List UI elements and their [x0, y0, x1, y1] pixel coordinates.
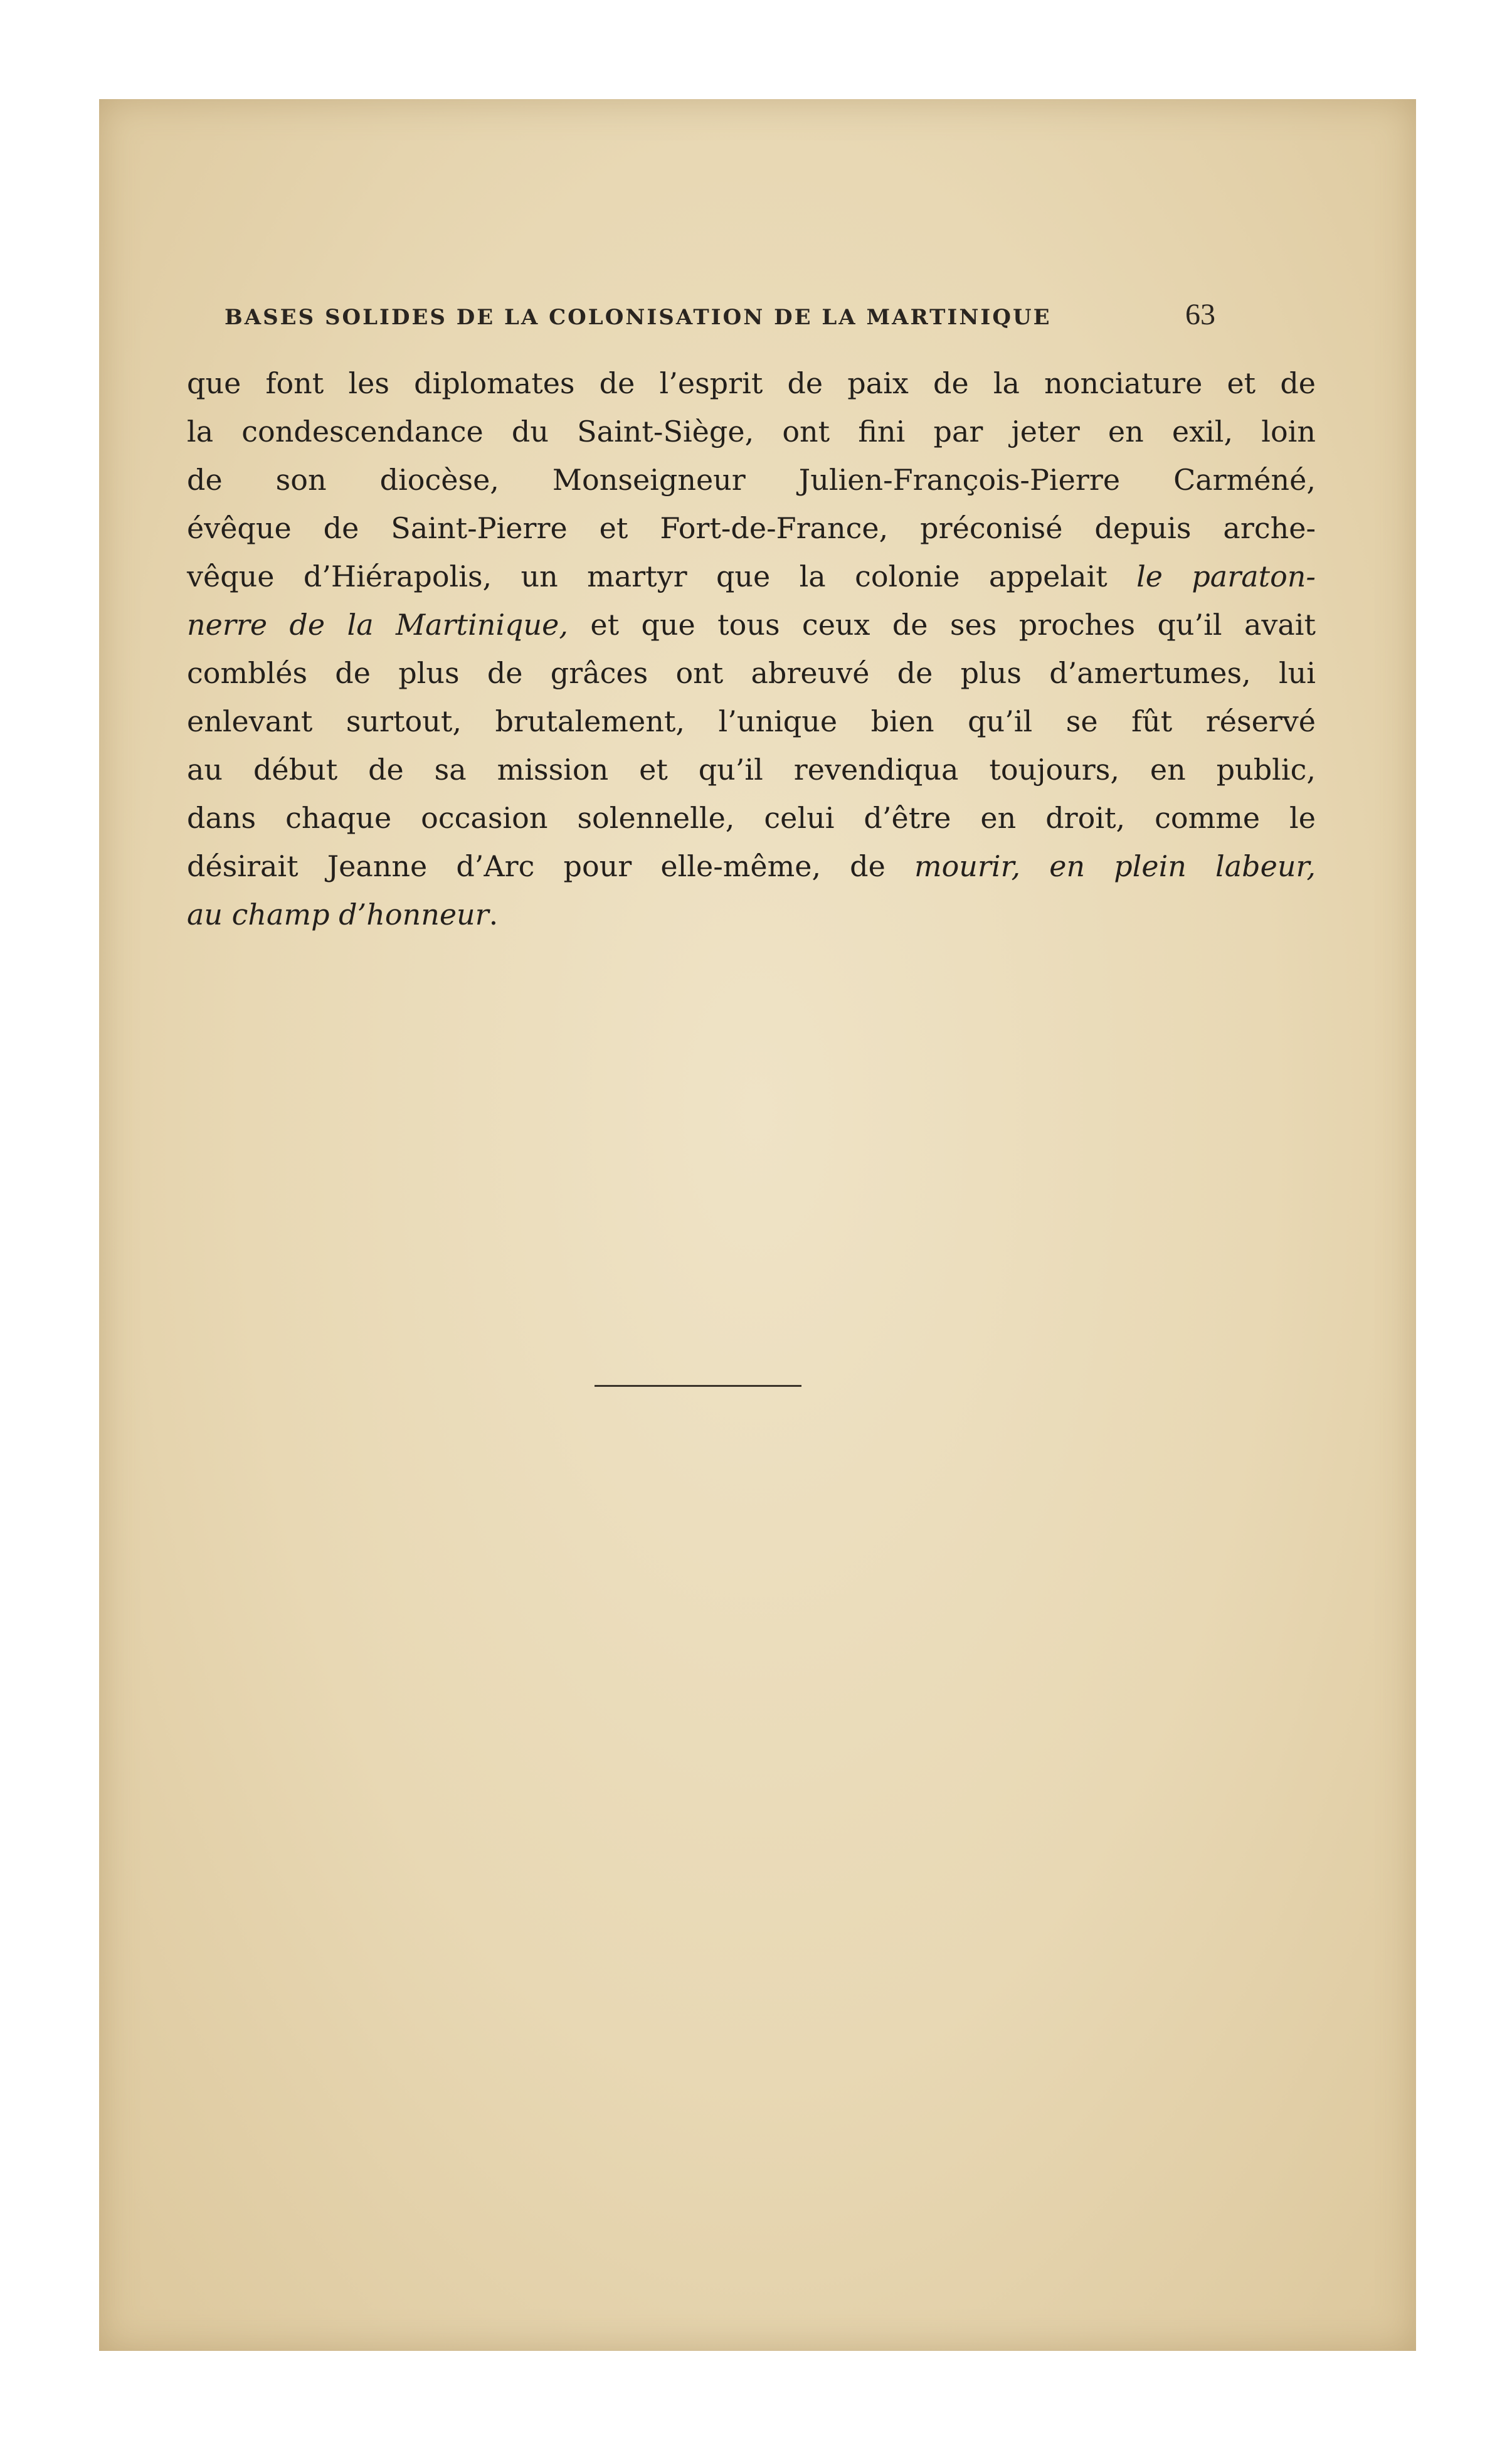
running-title: BASES SOLIDES DE LA COLONISATION DE LA MARTINIQUE: [225, 305, 1052, 330]
text-line: enlevant surtout, brutalement, l’unique bien qu’il se fût réservé: [187, 704, 1316, 738]
text-line: nerre de la Martinique, et que tous ceux de ses proches qu’il avait: [187, 608, 1316, 642]
italic-text: nerre de la Martinique,: [187, 608, 568, 642]
book-page: [99, 99, 1416, 2351]
text-line: vêque d’Hiérapolis, un martyr que la colonie appelait le paraton-: [187, 559, 1316, 593]
italic-text: mourir, en plein labeur,: [914, 849, 1316, 883]
text-line: de son diocèse, Monseigneur Julien-François-Pierre Carméné,: [187, 463, 1316, 497]
section-rule: [595, 1385, 801, 1387]
text-line: dans chaque occasion solennelle, celui d’être en droit, comme le: [187, 801, 1316, 835]
italic-text: au champ d’honneur: [187, 898, 489, 931]
page-number: 63: [1185, 298, 1215, 331]
italic-text: le paraton-: [1136, 559, 1316, 593]
text-line: au champ d’honneur.: [187, 898, 499, 931]
text-line: au début de sa mission et qu’il revendiqua toujours, en public,: [187, 753, 1316, 787]
text-line: désirait Jeanne d’Arc pour elle-même, de mourir, en plein labeur,: [187, 849, 1316, 883]
text-line: comblés de plus de grâces ont abreuvé de plus d’amertumes, lui: [187, 656, 1316, 690]
text-line: que font les diplomates de l’esprit de paix de la nonciature et de: [187, 366, 1316, 400]
text-line: la condescendance du Saint-Siège, ont fini par jeter en exil, loin: [187, 415, 1316, 448]
body-paragraph: [187, 359, 1316, 939]
text-line: évêque de Saint-Pierre et Fort-de-France, préconisé depuis arche-: [187, 511, 1316, 545]
